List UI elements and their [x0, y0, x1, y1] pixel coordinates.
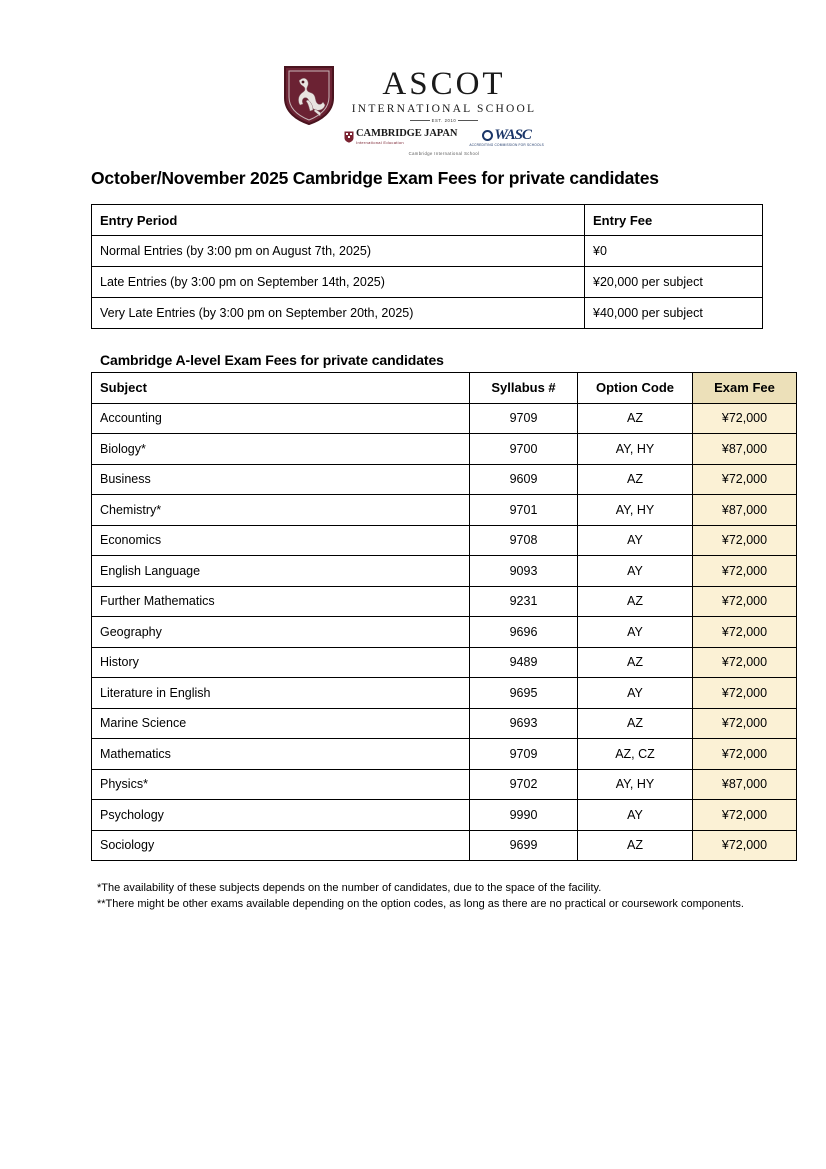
- cell-syllabus: 9489: [470, 647, 578, 678]
- logo-established: EST. 2010: [410, 118, 479, 123]
- table-row: [92, 708, 797, 739]
- table-row: [92, 267, 763, 298]
- cell-syllabus: 9093: [470, 556, 578, 587]
- cell-entry-fee: ¥40,000 per subject: [585, 298, 763, 329]
- page-title: October/November 2025 Cambridge Exam Fees for private candidates: [91, 168, 659, 188]
- cell-subject: Business: [92, 464, 470, 495]
- cell-option-code: AZ: [578, 403, 693, 434]
- cell-entry-period: Normal Entries (by 3:00 pm on August 7th, 2025): [92, 236, 585, 267]
- cambridge-shield-icon: [344, 131, 354, 143]
- column-header-subject: Subject: [92, 373, 470, 404]
- table-row: [92, 800, 797, 831]
- cell-subject: Economics: [92, 525, 470, 556]
- logo-subtitle: INTERNATIONAL SCHOOL: [351, 103, 537, 115]
- cell-subject: History: [92, 647, 470, 678]
- column-header-syllabus: Syllabus #: [470, 373, 578, 404]
- cell-exam-fee: ¥72,000: [693, 464, 797, 495]
- section-title: Cambridge A-level Exam Fees for private candidates: [100, 352, 444, 368]
- table-row: [92, 586, 797, 617]
- table-row: [92, 678, 797, 709]
- cell-syllabus: 9709: [470, 403, 578, 434]
- footnote-single-asterisk: *The availability of these subjects depends on the number of candidates, due to the space of the facility.: [97, 882, 602, 894]
- cell-subject: Geography: [92, 617, 470, 648]
- table-header-row: [92, 205, 763, 236]
- cell-syllabus: 9231: [470, 586, 578, 617]
- cell-option-code: AZ: [578, 586, 693, 617]
- cell-entry-period: Late Entries (by 3:00 pm on September 14th, 2025): [92, 267, 585, 298]
- table-row: [92, 739, 797, 770]
- cell-exam-fee: ¥72,000: [693, 739, 797, 770]
- cell-syllabus: 9708: [470, 525, 578, 556]
- cambridge-japan-logo: [344, 129, 457, 145]
- table-row: [92, 556, 797, 587]
- cell-exam-fee: ¥72,000: [693, 708, 797, 739]
- cell-subject: Sociology: [92, 830, 470, 861]
- cell-option-code: AY: [578, 525, 693, 556]
- wasc-subtitle: ACCREDITING COMMISSION FOR SCHOOLS: [469, 142, 544, 147]
- cell-option-code: AY: [578, 556, 693, 587]
- cell-exam-fee: ¥72,000: [693, 678, 797, 709]
- cell-subject: Psychology: [92, 800, 470, 831]
- footnotes: [97, 881, 777, 912]
- wasc-mark: [482, 128, 531, 143]
- cell-exam-fee: ¥87,000: [693, 769, 797, 800]
- cell-option-code: AZ, CZ: [578, 739, 693, 770]
- footnote-double-asterisk: **There might be other exams available depending on the option codes, as long as there are no practical or coursework components.: [97, 897, 744, 910]
- cambridge-text: [356, 129, 457, 145]
- cell-option-code: AY: [578, 800, 693, 831]
- cell-syllabus: 9693: [470, 708, 578, 739]
- table-row: [92, 434, 797, 465]
- cell-subject: Accounting: [92, 403, 470, 434]
- cell-option-code: AZ: [578, 647, 693, 678]
- cell-option-code: AZ: [578, 464, 693, 495]
- cell-exam-fee: ¥72,000: [693, 586, 797, 617]
- table-row: [92, 769, 797, 800]
- ascot-shield-icon: [282, 64, 336, 126]
- cell-exam-fee: ¥72,000: [693, 800, 797, 831]
- cell-subject: Physics*: [92, 769, 470, 800]
- table-header-row: [92, 373, 797, 404]
- cell-exam-fee: ¥72,000: [693, 403, 797, 434]
- cell-exam-fee: ¥72,000: [693, 647, 797, 678]
- wasc-logo: [469, 128, 544, 147]
- cell-syllabus: 9696: [470, 617, 578, 648]
- wasc-circle-icon: [482, 130, 493, 141]
- cell-option-code: AZ: [578, 830, 693, 861]
- table-row: [92, 525, 797, 556]
- cell-subject: Biology*: [92, 434, 470, 465]
- table-row: [92, 647, 797, 678]
- cell-syllabus: 9699: [470, 830, 578, 861]
- wasc-name: WASC: [494, 126, 531, 143]
- logo-wordmark: [344, 64, 544, 156]
- school-logo: [0, 64, 826, 156]
- cell-syllabus: 9701: [470, 495, 578, 526]
- cell-subject: Marine Science: [92, 708, 470, 739]
- table-row: [92, 830, 797, 861]
- table-row: [92, 236, 763, 267]
- cell-syllabus: 9990: [470, 800, 578, 831]
- column-header-option-code: Option Code: [578, 373, 693, 404]
- column-header-entry-period: Entry Period: [92, 205, 585, 236]
- cell-option-code: AY, HY: [578, 769, 693, 800]
- table-row: [92, 464, 797, 495]
- cambridge-subtitle: International Education: [356, 139, 404, 145]
- column-header-exam-fee: Exam Fee: [693, 373, 797, 404]
- cell-exam-fee: ¥87,000: [693, 495, 797, 526]
- cell-subject: Further Mathematics: [92, 586, 470, 617]
- accreditation-row: [344, 128, 544, 147]
- cell-exam-fee: ¥72,000: [693, 617, 797, 648]
- cell-exam-fee: ¥72,000: [693, 830, 797, 861]
- entry-period-table: [91, 204, 763, 329]
- logo-name: ASCOT: [382, 66, 506, 102]
- cell-entry-fee: ¥0: [585, 236, 763, 267]
- cell-exam-fee: ¥72,000: [693, 556, 797, 587]
- table-row: [92, 495, 797, 526]
- cell-subject: Mathematics: [92, 739, 470, 770]
- cell-entry-period: Very Late Entries (by 3:00 pm on September 20th, 2025): [92, 298, 585, 329]
- logo-group: [282, 64, 544, 156]
- cell-exam-fee: ¥72,000: [693, 525, 797, 556]
- cell-subject: English Language: [92, 556, 470, 587]
- cell-option-code: AY, HY: [578, 434, 693, 465]
- cell-syllabus: 9609: [470, 464, 578, 495]
- cell-syllabus: 9702: [470, 769, 578, 800]
- logo-tagline: Cambridge International School: [408, 150, 480, 156]
- cell-option-code: AY: [578, 678, 693, 709]
- exam-fees-table: [91, 372, 797, 861]
- cell-syllabus: 9695: [470, 678, 578, 709]
- cell-syllabus: 9709: [470, 739, 578, 770]
- cell-exam-fee: ¥87,000: [693, 434, 797, 465]
- cell-entry-fee: ¥20,000 per subject: [585, 267, 763, 298]
- table-row: [92, 298, 763, 329]
- table-row: [92, 403, 797, 434]
- cell-syllabus: 9700: [470, 434, 578, 465]
- cell-subject: Literature in English: [92, 678, 470, 709]
- cell-option-code: AY: [578, 617, 693, 648]
- cell-subject: Chemistry*: [92, 495, 470, 526]
- table-row: [92, 617, 797, 648]
- cambridge-name: CAMBRIDGE JAPAN: [356, 128, 458, 140]
- cell-option-code: AY, HY: [578, 495, 693, 526]
- column-header-entry-fee: Entry Fee: [585, 205, 763, 236]
- cell-option-code: AZ: [578, 708, 693, 739]
